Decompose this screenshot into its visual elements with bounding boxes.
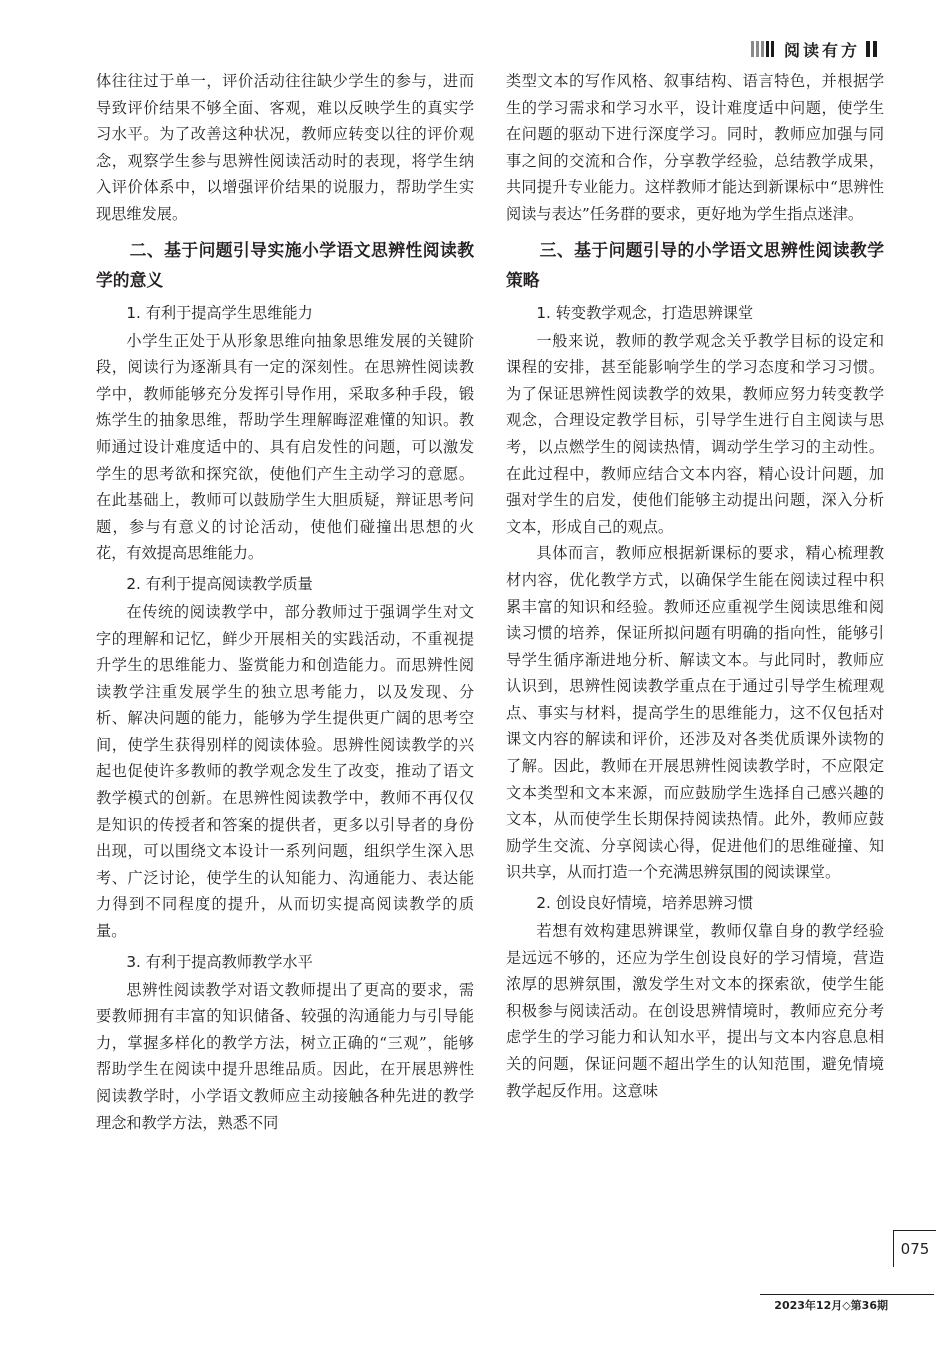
- paragraph: 小学生正处于从形象思维向抽象思维发展的关键阶段，阅读行为逐渐具有一定的深刻性。在思辨性阅读教学中，教师能够充分发挥引导作用，采取多种手段，锻炼学生的抽象思维，帮助学生理解晦涩难懂的知识。教师通过设计难度适中的、具有启发性的问题，可以激发学生的思考欲和探究欲，使他们产生主动学习的意愿。在此基础上，教师可以鼓励学生大胆质疑，辩证思考问题，参与有意义的讨论活动，使他们碰撞出思想的火花，有效提高思维能力。: [96, 331, 474, 563]
- subsection-heading: 3. 有利于提高教师教学水平: [126, 952, 313, 971]
- header-decoration-bars-left: [751, 41, 776, 57]
- paragraph: 思辨性阅读教学对语文教师提出了更高的要求，需要教师拥有丰富的知识储备、较强的沟通能力与引导能力，掌握多样化的教学方法，树立正确的“三观”，能够帮助学生在阅读中提升思维品质。因此，在开展思辨性阅读教学时，小学语文教师应主动接触各种先进的教学理念和教学方法，熟悉不同: [96, 980, 474, 1132]
- section-heading: 二、基于问题引导实施小学语文思辨性阅读教学的意义: [96, 239, 474, 290]
- paragraph: 若想有效构建思辨课堂，教师仅靠自身的教学经验是远远不够的，还应为学生创设良好的学习情境，营造浓厚的思辨氛围，激发学生对文本的探索欲，使学生能积极参与阅读活动。在创设思辨情境时，教师应充分考虑学生的学习能力和认知水平，提出与文本内容息息相关的问题，保证问题不超出学生的认知范围，避免情境教学起反作用。这意味: [506, 922, 884, 1100]
- header-decoration-bars-right: [866, 41, 880, 57]
- right-column: [506, 68, 884, 1104]
- paragraph: 在传统的阅读教学中，部分教师过于强调学生对文字的理解和记忆，鲜少开展相关的实践活动，不重视提升学生的思维能力、鉴赏能力和创造能力。而思辨性阅读教学注重发展学生的独立思考能力，以及发现、分析、解决问题的能力，能够为学生提供更广阔的思考空间，使学生获得别样的阅读体验。思辨性阅读教学的兴起也促使许多教师的教学观念发生了改变，推动了语文教学模式的创新。在思辨性阅读教学中，教师不再仅仅是知识的传授者和答案的提供者，更多以引导者的身份出现，可以围绕文本设计一系列问题，组织学生深入思考、广泛讨论，使学生的认知能力、沟通能力、表达能力得到不同程度的提升，从而切实提高阅读教学的质量。: [96, 602, 474, 941]
- paragraph: 具体而言，教师应根据新课标的要求，精心梳理教材内容，优化教学方式，以确保学生能在阅读过程中积累丰富的知识和经验。教师还应重视学生阅读思维和阅读习惯的培养，保证所拟问题有明确的指向性，能够引导学生循序渐进地分析、解读文本。与此同时，教师应认识到，思辨性阅读教学重点在于通过引导学生梳理观点、事实与材料，提高学生的思维能力，这不仅包括对课文内容的解读和评价，还涉及对各类优质课外读物的了解。因此，教师在开展思辨性阅读教学时，不应限定文本类型和文本来源，而应鼓励学生选择自己感兴趣的文本，从而使学生长期保持阅读热情。此外，教师应鼓励学生交流、分享阅读心得，促进他们的思维碰撞、知识共享，从而打造一个充满思辨氛围的阅读课堂。: [506, 544, 884, 882]
- running-header: [751, 38, 880, 60]
- subsection-heading: 2. 创设良好情境，培养思辨习惯: [536, 894, 754, 913]
- subsection-heading: 2. 有利于提高阅读教学质量: [126, 574, 313, 593]
- left-column: [96, 68, 474, 1136]
- section-heading: 三、基于问题引导的小学语文思辨性阅读教学策略: [506, 239, 884, 290]
- subsection-heading: 1. 转变教学观念，打造思辨课堂: [536, 303, 754, 322]
- paragraph: 类型文本的写作风格、叙事结构、语言特色，并根据学生的学习需求和学习水平，设计难度适中问题，使学生在问题的驱动下进行深度学习。同时，教师应加强与同事之间的交流和合作，分享教学经验，总结教学成果，共同提升专业能力。这样教师才能达到新课标中“思辨性阅读与表达”任务群的要求，更好地为学生指点迷津。: [506, 72, 884, 223]
- issue-info: 2023年12月◇第36期: [774, 1299, 888, 1312]
- footer-divider: [760, 1294, 934, 1295]
- page-number: 075: [893, 1230, 936, 1267]
- paragraph: 一般来说，教师的教学观念关乎教学目标的设定和课程的安排，甚至能影响学生的学习态度和学习习惯。为了保证思辨性阅读教学的效果，教师应努力转变教学观念，合理设定教学目标，引导学生进行自主阅读与思考，以点燃学生的阅读热情，调动学生学习的主动性。在此过程中，教师应结合文本内容，精心设计问题，加强对学生的启发，使他们能够主动提出问题，深入分析文本，形成自己的观点。: [506, 331, 884, 536]
- section-title: 阅读有方: [783, 40, 860, 60]
- subsection-heading: 1. 有利于提高学生思维能力: [126, 303, 313, 322]
- paragraph: 体往往过于单一，评价活动往往缺少学生的参与，进而导致评价结果不够全面、客观，难以反映学生的真实学习水平。为了改善这种状况，教师应转变以往的评价观念，观察学生参与思辨性阅读活动时的表现，将学生纳入评价体系中，以增强评价结果的说服力，帮助学生实现思维发展。: [96, 72, 474, 223]
